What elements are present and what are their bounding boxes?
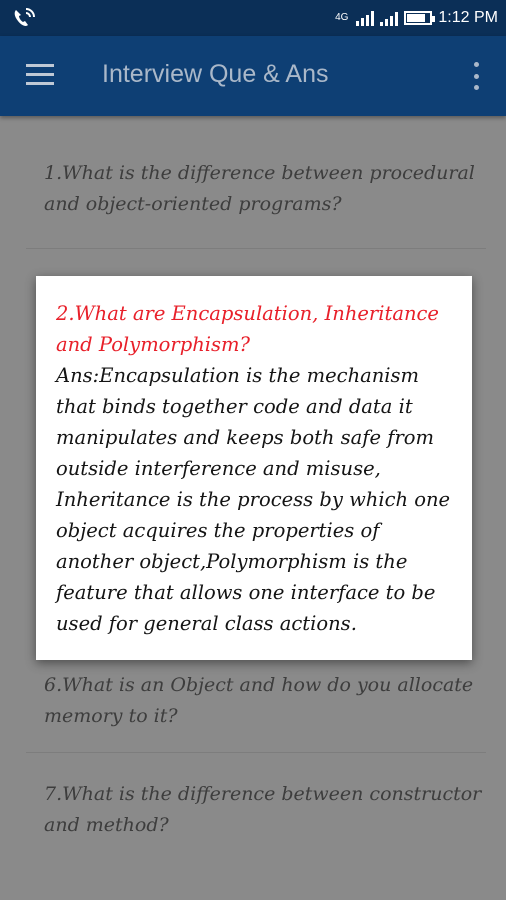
list-item-text: 6.What is an Object and how do you allocate memory to it?	[44, 674, 474, 727]
dialog-answer: Ans:Encapsulation is the mechanism that binds together code and data it manipulates and keeps both safe from outside interference and misuse, Inheritance is the process by which one object acquires the properties of another object,Polymorphism is the feature that allows one interface to be used for general class actions.	[56, 364, 451, 635]
phone-wifi-icon	[10, 6, 36, 30]
menu-icon[interactable]	[26, 64, 54, 86]
clock: 1:12 PM	[438, 9, 498, 26]
battery-icon	[404, 11, 432, 25]
dialog-question: 2.What are Encapsulation, Inheritance and Polymorphism?	[56, 302, 439, 356]
app-bar	[0, 36, 506, 116]
list-item[interactable]	[26, 670, 486, 732]
status-bar	[0, 0, 506, 36]
list-divider	[26, 752, 486, 753]
more-vert-icon[interactable]	[472, 62, 480, 90]
list-item-text: 1.What is the difference between procedural and object-oriented programs?	[44, 162, 475, 215]
signal-icon	[356, 10, 374, 26]
list-item-text: 7.What is the difference between constructor and method?	[44, 783, 482, 836]
list-item[interactable]	[26, 779, 486, 841]
network-type: 4G	[335, 12, 349, 23]
app-title: Interview Que & Ans	[102, 60, 329, 88]
list-item[interactable]	[26, 158, 486, 220]
signal-icon-sim2	[380, 10, 398, 26]
list-divider	[26, 248, 486, 249]
answer-dialog[interactable]	[36, 276, 472, 660]
status-right	[335, 0, 498, 36]
